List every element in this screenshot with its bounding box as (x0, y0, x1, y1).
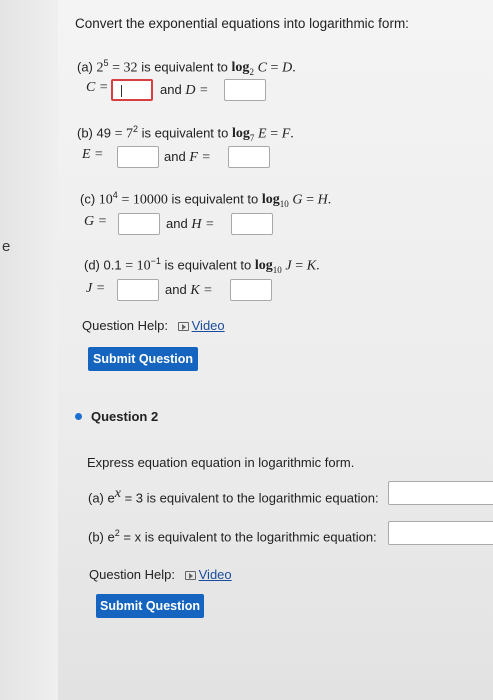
q1-video-link[interactable]: Video (178, 318, 225, 333)
q1-instruction: Convert the exponential equations into logarithmic form: (75, 16, 409, 31)
q1d-j-input[interactable] (117, 279, 159, 301)
play-video-icon (185, 571, 196, 580)
q1d-j-label: J = (86, 281, 106, 296)
q2a-statement: (a) $e^x = 3$ is equivalent to the logarithmic equation: (88, 486, 379, 506)
q1a-d-input[interactable] (224, 79, 266, 101)
q1c-g-label: G = (84, 214, 108, 229)
q2-title: Question 2 (91, 409, 159, 424)
q1b-f-input[interactable] (228, 146, 270, 168)
q1c-and-text: and H = (166, 216, 215, 232)
q2-submit-button[interactable]: Submit Question (96, 594, 204, 618)
q2-help-row (89, 567, 232, 582)
q1-help-row (82, 318, 225, 333)
q2-instruction: Express equation equation in logarithmic form. (87, 455, 355, 470)
q1-submit-button[interactable]: Submit Question (88, 347, 198, 371)
q1b-e-input[interactable] (117, 146, 159, 168)
q2-video-link[interactable]: Video (185, 567, 232, 582)
q2-bullet-icon (75, 413, 82, 420)
q2-help-label: Question Help: (89, 567, 175, 582)
q1a-c-input[interactable] (111, 79, 153, 101)
text-caret (121, 85, 122, 97)
play-video-icon (178, 322, 189, 331)
q1a-c-label: C = (86, 80, 109, 95)
q2a-answer-input[interactable] (388, 481, 493, 505)
q1d-k-input[interactable] (230, 279, 272, 301)
q1b-and-text: and F = (164, 149, 211, 165)
q1-help-label: Question Help: (82, 318, 168, 333)
q1b-e-label: E = (82, 147, 104, 162)
q1c-statement: (c) $10^4 = 10000$ is equivalent to $\log_{10} G = H$. (80, 190, 332, 210)
q1b-statement: (b) $49 = 7^2$ is equivalent to $\log_7 E = F$. (77, 124, 294, 144)
side-fragment-text: e (2, 238, 11, 255)
q1c-h-input[interactable] (231, 213, 273, 235)
left-margin (0, 0, 58, 700)
q2b-answer-input[interactable] (388, 521, 493, 545)
q1d-and-text: and K = (165, 282, 213, 298)
q1a-statement: (a) $2^5 = 32$ is equivalent to $\log_2 C = D$. (77, 58, 296, 78)
q1c-g-input[interactable] (118, 213, 160, 235)
q2b-statement: (b) $e^2 = x$ is equivalent to the logarithmic equation: (88, 528, 377, 545)
q1a-and-text: and D = (160, 82, 209, 98)
q1d-statement: (d) $0.1 = 10^{-1}$ is equivalent to $\log_{10} J = K$. (84, 256, 320, 276)
